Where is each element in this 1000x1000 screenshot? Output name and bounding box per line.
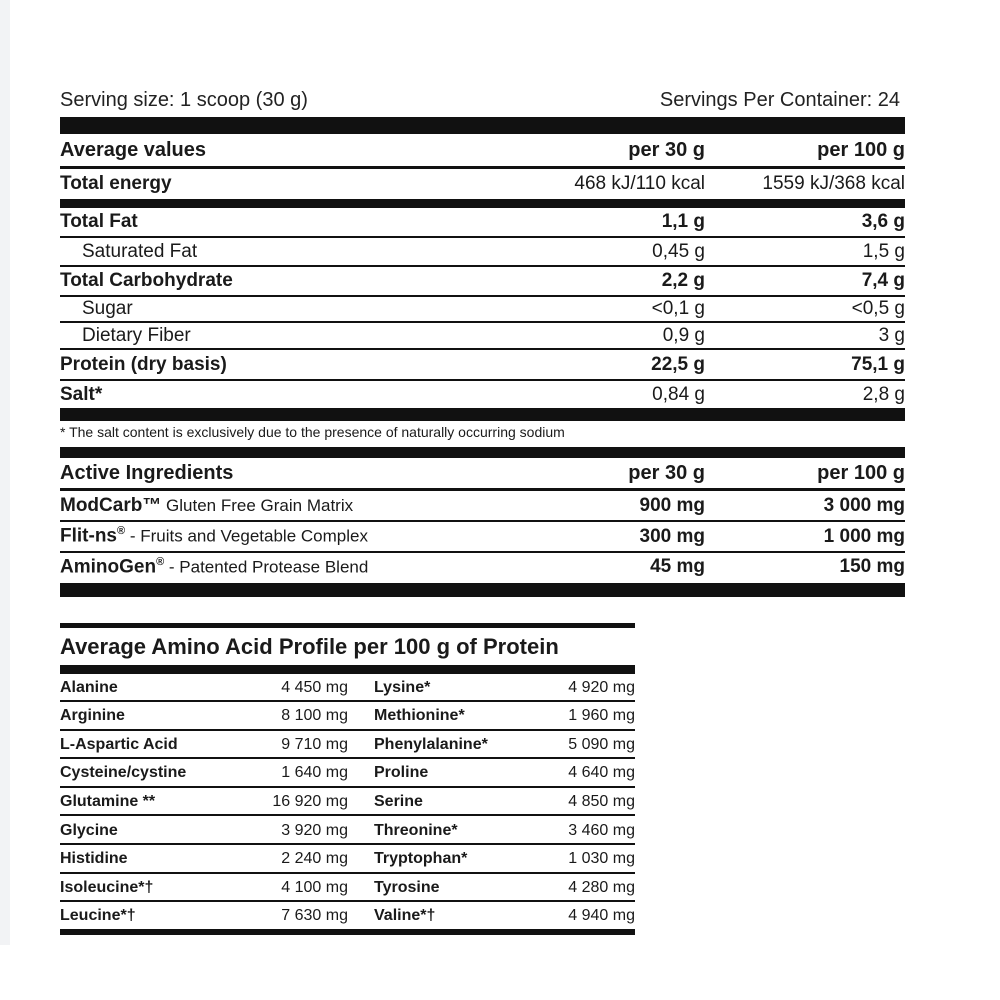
nutrition-row-fat xyxy=(60,208,905,236)
amino-row xyxy=(60,846,635,873)
amino-row xyxy=(60,903,635,930)
row-label: Salt* xyxy=(60,383,103,405)
active-row-flitns xyxy=(60,522,905,551)
amino-row xyxy=(60,703,635,730)
row-value-per-serving: 0,9 g xyxy=(662,324,705,346)
row-value-per-serving: 0,84 g xyxy=(652,383,705,405)
amino-value: 9 710 mg xyxy=(281,735,348,753)
nutrition-header-row xyxy=(60,134,905,166)
row-label: Protein (dry basis) xyxy=(60,353,227,375)
amino-name: Tyrosine xyxy=(374,878,440,896)
amino-value: 1 960 mg xyxy=(568,707,635,725)
amino-value: 4 100 mg xyxy=(281,878,348,896)
row-value-per-serving: 2,2 g xyxy=(661,270,705,291)
row-label: Total energy xyxy=(60,173,172,194)
ingredient-name xyxy=(60,556,550,578)
amino-value: 4 850 mg xyxy=(568,792,635,810)
active-row-aminogen xyxy=(60,553,905,581)
ingredient-brand: ModCarb™ xyxy=(60,494,162,516)
row-value-per-serving: <0,1 g xyxy=(651,298,705,319)
amino-row xyxy=(60,731,635,758)
serving-size: Serving size: 1 scoop (30 g) xyxy=(60,88,308,111)
row-value-per-100g: 1559 kJ/368 kcal xyxy=(762,173,905,194)
header-label: Average values xyxy=(60,138,207,161)
active-header-label: Active Ingredients xyxy=(60,461,234,484)
header-bar xyxy=(60,117,905,134)
row-value-per-serving: 1,1 g xyxy=(661,211,705,232)
amino-row xyxy=(60,874,635,901)
amino-name: Tryptophan* xyxy=(374,850,468,868)
serving-info xyxy=(60,84,905,116)
divider xyxy=(60,929,635,935)
nutrition-row-sugar xyxy=(60,297,905,321)
amino-title: Average Amino Acid Profile per 100 g of Protein xyxy=(60,634,559,659)
amino-name: Serine xyxy=(374,792,423,810)
servings-per-container: Servings Per Container: 24 xyxy=(659,88,900,111)
ingredient-brand: Flit-ns xyxy=(60,525,117,547)
row-label: Total Carbohydrate xyxy=(60,270,233,291)
ingredient-description: - Fruits and Vegetable Complex xyxy=(125,526,368,546)
row-value-per-serving: 468 kJ/110 kcal xyxy=(574,173,705,194)
amino-value: 3 460 mg xyxy=(568,821,635,839)
amino-value: 1 640 mg xyxy=(281,764,348,782)
registered-mark: ® xyxy=(156,555,165,568)
nutrition-row-energy xyxy=(60,169,905,199)
nutrition-row-salt xyxy=(60,381,905,408)
ingredient-brand: AminoGen xyxy=(60,556,157,578)
amino-value: 4 450 mg xyxy=(281,678,348,696)
ingredient-per-serving: 45 mg xyxy=(650,556,705,577)
row-value-per-serving: 22,5 g xyxy=(651,353,705,375)
ingredient-description: - Patented Protease Blend xyxy=(164,557,369,577)
row-label: Dietary Fiber xyxy=(82,324,191,346)
row-value-per-100g: 7,4 g xyxy=(861,270,905,291)
ingredient-name xyxy=(60,495,550,517)
left-margin-stripe xyxy=(0,0,10,945)
ingredient-per-100g: 150 mg xyxy=(839,556,905,577)
ingredient-per-100g: 1 000 mg xyxy=(823,525,905,547)
row-value-per-100g: <0,5 g xyxy=(851,298,905,319)
row-value-per-100g: 1,5 g xyxy=(862,240,905,262)
amino-name: Isoleucine*† xyxy=(60,878,154,896)
amino-value: 7 630 mg xyxy=(281,907,348,925)
amino-name: L-Aspartic Acid xyxy=(60,735,178,753)
amino-value: 8 100 mg xyxy=(281,707,348,725)
amino-name: Glutamine ** xyxy=(60,792,156,810)
nutrition-row-carbohydrate xyxy=(60,267,905,295)
header-col-per-serving: per 30 g xyxy=(628,138,705,161)
amino-name: Cysteine/cystine xyxy=(60,764,187,782)
amino-value: 5 090 mg xyxy=(568,735,635,753)
row-value-per-serving: 0,45 g xyxy=(652,240,705,262)
row-value-per-100g: 3,6 g xyxy=(861,211,905,232)
amino-value: 4 280 mg xyxy=(568,878,635,896)
amino-value: 2 240 mg xyxy=(281,850,348,868)
section-bar xyxy=(60,408,905,421)
amino-row xyxy=(60,788,635,815)
amino-name: Proline xyxy=(374,764,429,782)
amino-value: 3 920 mg xyxy=(281,821,348,839)
amino-row xyxy=(60,817,635,844)
section-bar xyxy=(60,447,905,458)
row-label: Saturated Fat xyxy=(82,240,198,262)
nutrition-row-saturated-fat xyxy=(60,238,905,265)
amino-value: 4 940 mg xyxy=(568,907,635,925)
amino-name: Valine*† xyxy=(374,907,436,925)
registered-mark: ® xyxy=(117,525,126,538)
amino-row xyxy=(60,760,635,787)
active-header-col-per-serving: per 30 g xyxy=(628,461,705,484)
row-label: Sugar xyxy=(82,298,133,319)
salt-footnote: * The salt content is exclusively due to the presence of naturally occurring sodium xyxy=(60,424,565,440)
ingredient-per-serving: 900 mg xyxy=(639,494,705,516)
ingredient-description: Gluten Free Grain Matrix xyxy=(161,495,354,515)
ingredient-name xyxy=(60,525,550,547)
active-ingredients-header xyxy=(60,458,905,488)
row-label: Total Fat xyxy=(60,211,138,232)
row-value-per-100g: 75,1 g xyxy=(851,353,905,375)
amino-name: Leucine*† xyxy=(60,907,136,925)
header-bar xyxy=(60,623,635,628)
nutrition-row-fiber xyxy=(60,323,905,348)
amino-row xyxy=(60,674,635,701)
ingredient-per-100g: 3 000 mg xyxy=(823,494,905,516)
active-row-modcarb xyxy=(60,491,905,520)
ingredient-per-serving: 300 mg xyxy=(639,525,705,547)
amino-name: Methionine* xyxy=(374,707,465,725)
amino-value: 4 640 mg xyxy=(568,764,635,782)
amino-name: Alanine xyxy=(60,678,118,696)
nutrition-row-protein xyxy=(60,350,905,379)
row-value-per-100g: 2,8 g xyxy=(862,383,905,405)
section-bar xyxy=(60,583,905,597)
amino-value: 16 920 mg xyxy=(272,792,348,810)
amino-value: 1 030 mg xyxy=(568,850,635,868)
row-value-per-100g: 3 g xyxy=(878,324,905,346)
header-col-per-100g: per 100 g xyxy=(817,138,905,161)
amino-name: Threonine* xyxy=(374,821,458,839)
section-bar xyxy=(60,199,905,208)
amino-name: Glycine xyxy=(60,821,118,839)
amino-name: Lysine* xyxy=(374,678,431,696)
amino-value: 4 920 mg xyxy=(568,678,635,696)
amino-name: Arginine xyxy=(60,707,125,725)
title-underline-bar xyxy=(60,665,635,674)
amino-name: Histidine xyxy=(60,850,128,868)
active-header-col-per-100g: per 100 g xyxy=(817,461,905,484)
amino-name: Phenylalanine* xyxy=(374,735,488,753)
